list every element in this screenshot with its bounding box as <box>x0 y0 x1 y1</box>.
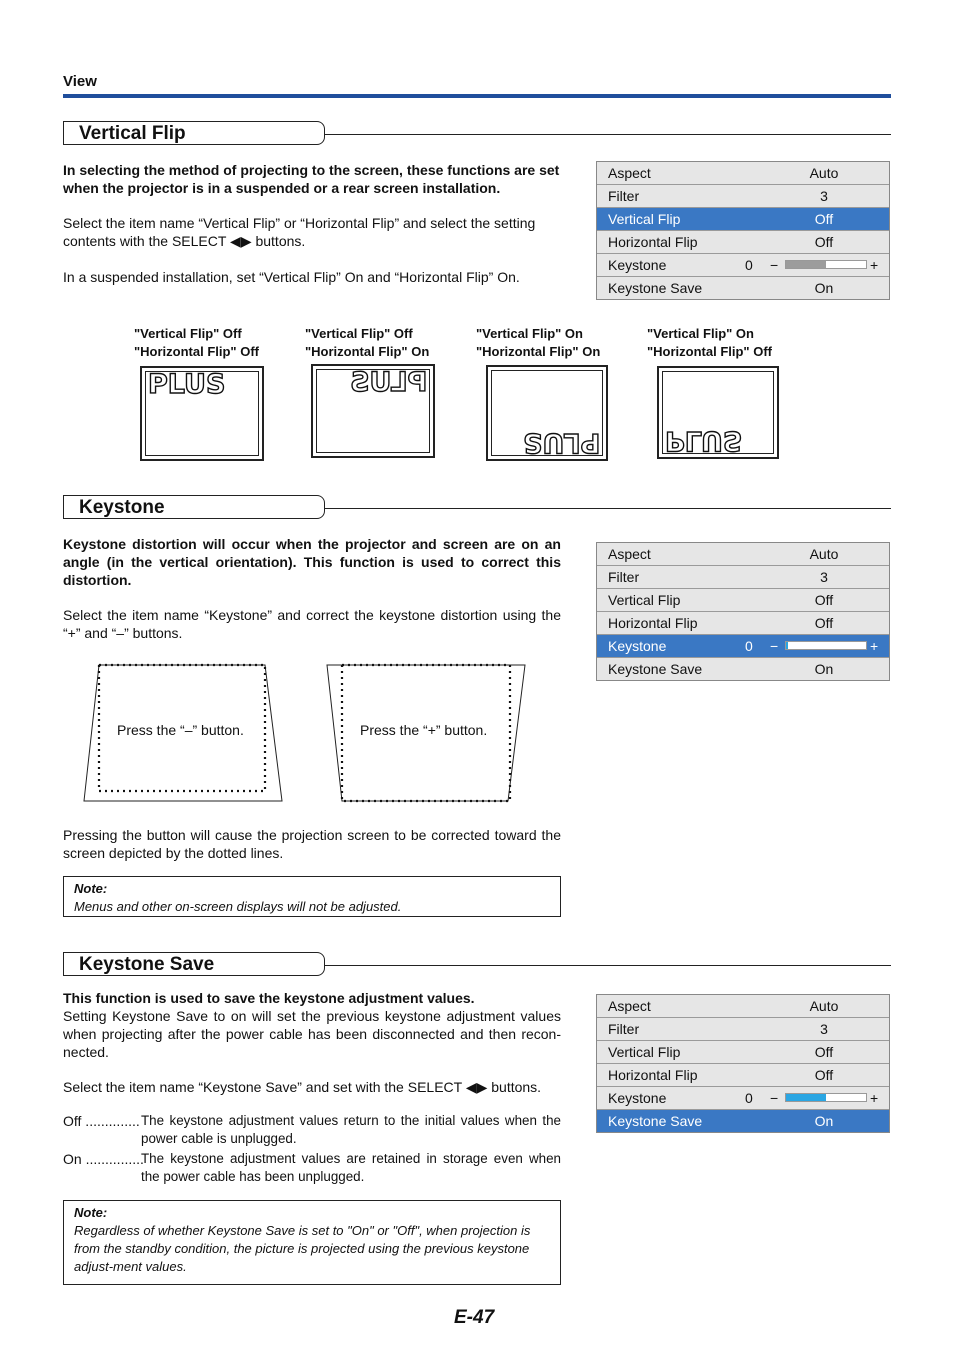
minus-icon[interactable]: − <box>770 638 779 654</box>
plus-logo: PLUS <box>148 369 226 400</box>
menu-row[interactable] <box>597 254 889 277</box>
keystone-slider[interactable] <box>785 641 867 650</box>
vertical-flip-para1: Select the item name “Vertical Flip” or “Horizontal Flip” and select the setting contents with the SELECT ◀▶ buttons. <box>63 215 536 249</box>
definition-desc: The keystone adjustment values are retained in storage even when the power cable has been unplugged. <box>141 1151 561 1184</box>
section-rule <box>325 965 891 966</box>
osd-menu-keystone-save <box>596 994 890 1133</box>
menu-row-value: 3 <box>820 1021 828 1037</box>
menu-row-label: Aspect <box>608 546 651 562</box>
keystone-slider[interactable] <box>785 260 867 269</box>
menu-row-label: Vertical Flip <box>608 592 681 608</box>
menu-row-label: Keystone Save <box>608 280 703 296</box>
plus-icon[interactable]: + <box>870 1090 879 1106</box>
osd-menu-keystone <box>596 542 890 681</box>
flip-caption-line2: "Horizontal Flip" Off <box>647 344 772 359</box>
menu-row[interactable] <box>597 543 889 566</box>
definition-off <box>63 1112 561 1148</box>
menu-row[interactable] <box>597 208 889 231</box>
menu-row-value: On <box>814 1113 834 1129</box>
minus-icon[interactable]: − <box>770 1090 779 1106</box>
plus-icon[interactable]: + <box>870 638 879 654</box>
menu-row[interactable] <box>597 1018 889 1041</box>
plus-logo: PLUS <box>349 367 427 398</box>
flip-caption-1 <box>134 325 259 361</box>
keystone-save-para2: Select the item name “Keystone Save” and set with the SELECT ◀▶ buttons. <box>63 1079 542 1095</box>
definition-on <box>63 1150 561 1186</box>
keystone-slider-fill <box>786 1094 826 1101</box>
menu-row[interactable] <box>597 162 889 185</box>
menu-row-label: Aspect <box>608 165 651 181</box>
flip-caption-4 <box>647 325 772 361</box>
menu-row-label: Vertical Flip <box>608 1044 681 1060</box>
keystone-value: 0 <box>745 638 753 654</box>
menu-row-value: On <box>814 661 834 677</box>
minus-icon[interactable]: − <box>770 257 779 273</box>
header-rule <box>63 94 891 98</box>
menu-row-value: Off <box>814 1044 834 1060</box>
menu-row-label: Keystone <box>608 638 667 654</box>
menu-row[interactable] <box>597 589 889 612</box>
menu-row-value: Auto <box>809 546 839 562</box>
page-number: E-47 <box>454 1307 495 1328</box>
flip-caption-3 <box>476 325 600 361</box>
menu-row-label: Keystone <box>608 1090 667 1106</box>
menu-row-value: Off <box>814 592 834 608</box>
menu-row-label: Filter <box>608 188 640 204</box>
flip-screen-both <box>486 365 608 461</box>
menu-row[interactable] <box>597 185 889 208</box>
menu-row[interactable] <box>597 1110 889 1132</box>
menu-row-label: Filter <box>608 1021 640 1037</box>
menu-row[interactable] <box>597 1087 889 1110</box>
menu-row-value: On <box>814 280 834 296</box>
menu-row-label: Horizontal Flip <box>608 234 698 250</box>
menu-row[interactable] <box>597 231 889 254</box>
keystone-para1: Select the item name “Keystone” and correct the keystone distortion using the “+” and “–” buttons. <box>63 607 561 641</box>
plus-logo: PLUS <box>665 425 743 456</box>
header-label: View <box>63 73 97 90</box>
keystone-intro: Keystone distortion will occur when the projector and screen are on an angle (in the vertical orientation). This function is used to correct this distortion. <box>63 536 561 588</box>
menu-row[interactable] <box>597 1064 889 1087</box>
menu-row-value: Off <box>814 211 834 227</box>
flip-caption-2 <box>305 325 429 361</box>
definition-term: On ............... <box>63 1151 144 1167</box>
menu-row[interactable] <box>597 1041 889 1064</box>
keystone-value: 0 <box>745 257 753 273</box>
keystone-save-note <box>63 1200 561 1285</box>
section-title-keystone-save: Keystone Save <box>63 952 325 976</box>
menu-row[interactable] <box>597 635 889 658</box>
vertical-flip-intro: In selecting the method of projecting to the screen, these functions are set when the projector is in a suspended or a rear screen installation. <box>63 162 560 196</box>
menu-row-label: Horizontal Flip <box>608 1067 698 1083</box>
menu-row[interactable] <box>597 566 889 589</box>
menu-row-label: Keystone Save <box>608 661 703 677</box>
menu-row-value: Auto <box>809 998 839 1014</box>
vertical-flip-para2: In a suspended installation, set “Vertical Flip” On and “Horizontal Flip” On. <box>63 269 520 285</box>
plus-icon[interactable]: + <box>870 257 879 273</box>
flip-screen-vertical <box>657 366 779 459</box>
menu-row[interactable] <box>597 277 889 299</box>
keystone-note <box>63 876 561 917</box>
menu-row-label: Keystone Save <box>608 1113 703 1129</box>
flip-caption-line2: "Horizontal Flip" On <box>305 344 430 359</box>
flip-screen-normal <box>140 366 264 461</box>
plus-logo: PLUS <box>522 427 600 458</box>
keystone-slider-fill <box>786 642 788 649</box>
section-title-keystone: Keystone <box>63 495 325 519</box>
definition-term: Off .............. <box>63 1113 140 1129</box>
section-rule <box>325 508 891 509</box>
section-title-vertical-flip: Vertical Flip <box>63 121 325 145</box>
keystone-para2: Pressing the button will cause the projection screen to be corrected toward the screen depicted by the dotted lines. <box>63 827 561 861</box>
menu-row-value: Off <box>814 1067 834 1083</box>
menu-row-value: Off <box>814 234 834 250</box>
menu-row-value: Off <box>814 615 834 631</box>
menu-row-label: Vertical Flip <box>608 211 681 227</box>
menu-row-label: Filter <box>608 569 640 585</box>
flip-caption-line1: "Vertical Flip" Off <box>134 326 242 341</box>
keystone-save-intro: This function is used to save the keystone adjustment values. <box>63 990 475 1006</box>
keystone-plus-label: Press the “+” button. <box>360 722 488 738</box>
definition-desc: The keystone adjustment values return to the initial values when the power cable is unplugged. <box>141 1113 561 1146</box>
menu-row-label: Horizontal Flip <box>608 615 698 631</box>
keystone-slider[interactable] <box>785 1093 867 1102</box>
note-title: Note: <box>74 881 108 896</box>
flip-caption-line2: "Horizontal Flip" Off <box>134 344 259 359</box>
keystone-slider-fill <box>786 261 826 268</box>
note-text: Menus and other on-screen displays will not be adjusted. <box>74 899 402 914</box>
keystone-value: 0 <box>745 1090 753 1106</box>
menu-row-value: Auto <box>809 165 839 181</box>
note-text: Regardless of whether Keystone Save is set to "On" or "Off", when projection is from the standby condition, the picture is projected using the previous keystone adjust-ment values. <box>74 1223 531 1274</box>
keystone-minus-label: Press the “–” button. <box>117 722 244 738</box>
menu-row-value: 3 <box>820 569 828 585</box>
menu-row[interactable] <box>597 612 889 635</box>
flip-caption-line1: "Vertical Flip" On <box>647 326 754 341</box>
flip-screen-horizontal <box>311 364 435 458</box>
note-title: Note: <box>74 1205 108 1220</box>
section-rule <box>325 134 891 135</box>
osd-menu-vertical-flip <box>596 161 890 300</box>
menu-row-label: Aspect <box>608 998 651 1014</box>
menu-row-value: 3 <box>820 188 828 204</box>
flip-caption-line1: "Vertical Flip" On <box>476 326 583 341</box>
keystone-save-para1: Setting Keystone Save to on will set the previous keystone adjustment values when projecting after the power cable has been disconnected and then recon-nected. <box>63 1008 561 1060</box>
flip-caption-line1: "Vertical Flip" Off <box>305 326 413 341</box>
menu-row[interactable] <box>597 658 889 680</box>
menu-row-label: Keystone <box>608 257 667 273</box>
menu-row[interactable] <box>597 995 889 1018</box>
flip-caption-line2: "Horizontal Flip" On <box>476 344 601 359</box>
